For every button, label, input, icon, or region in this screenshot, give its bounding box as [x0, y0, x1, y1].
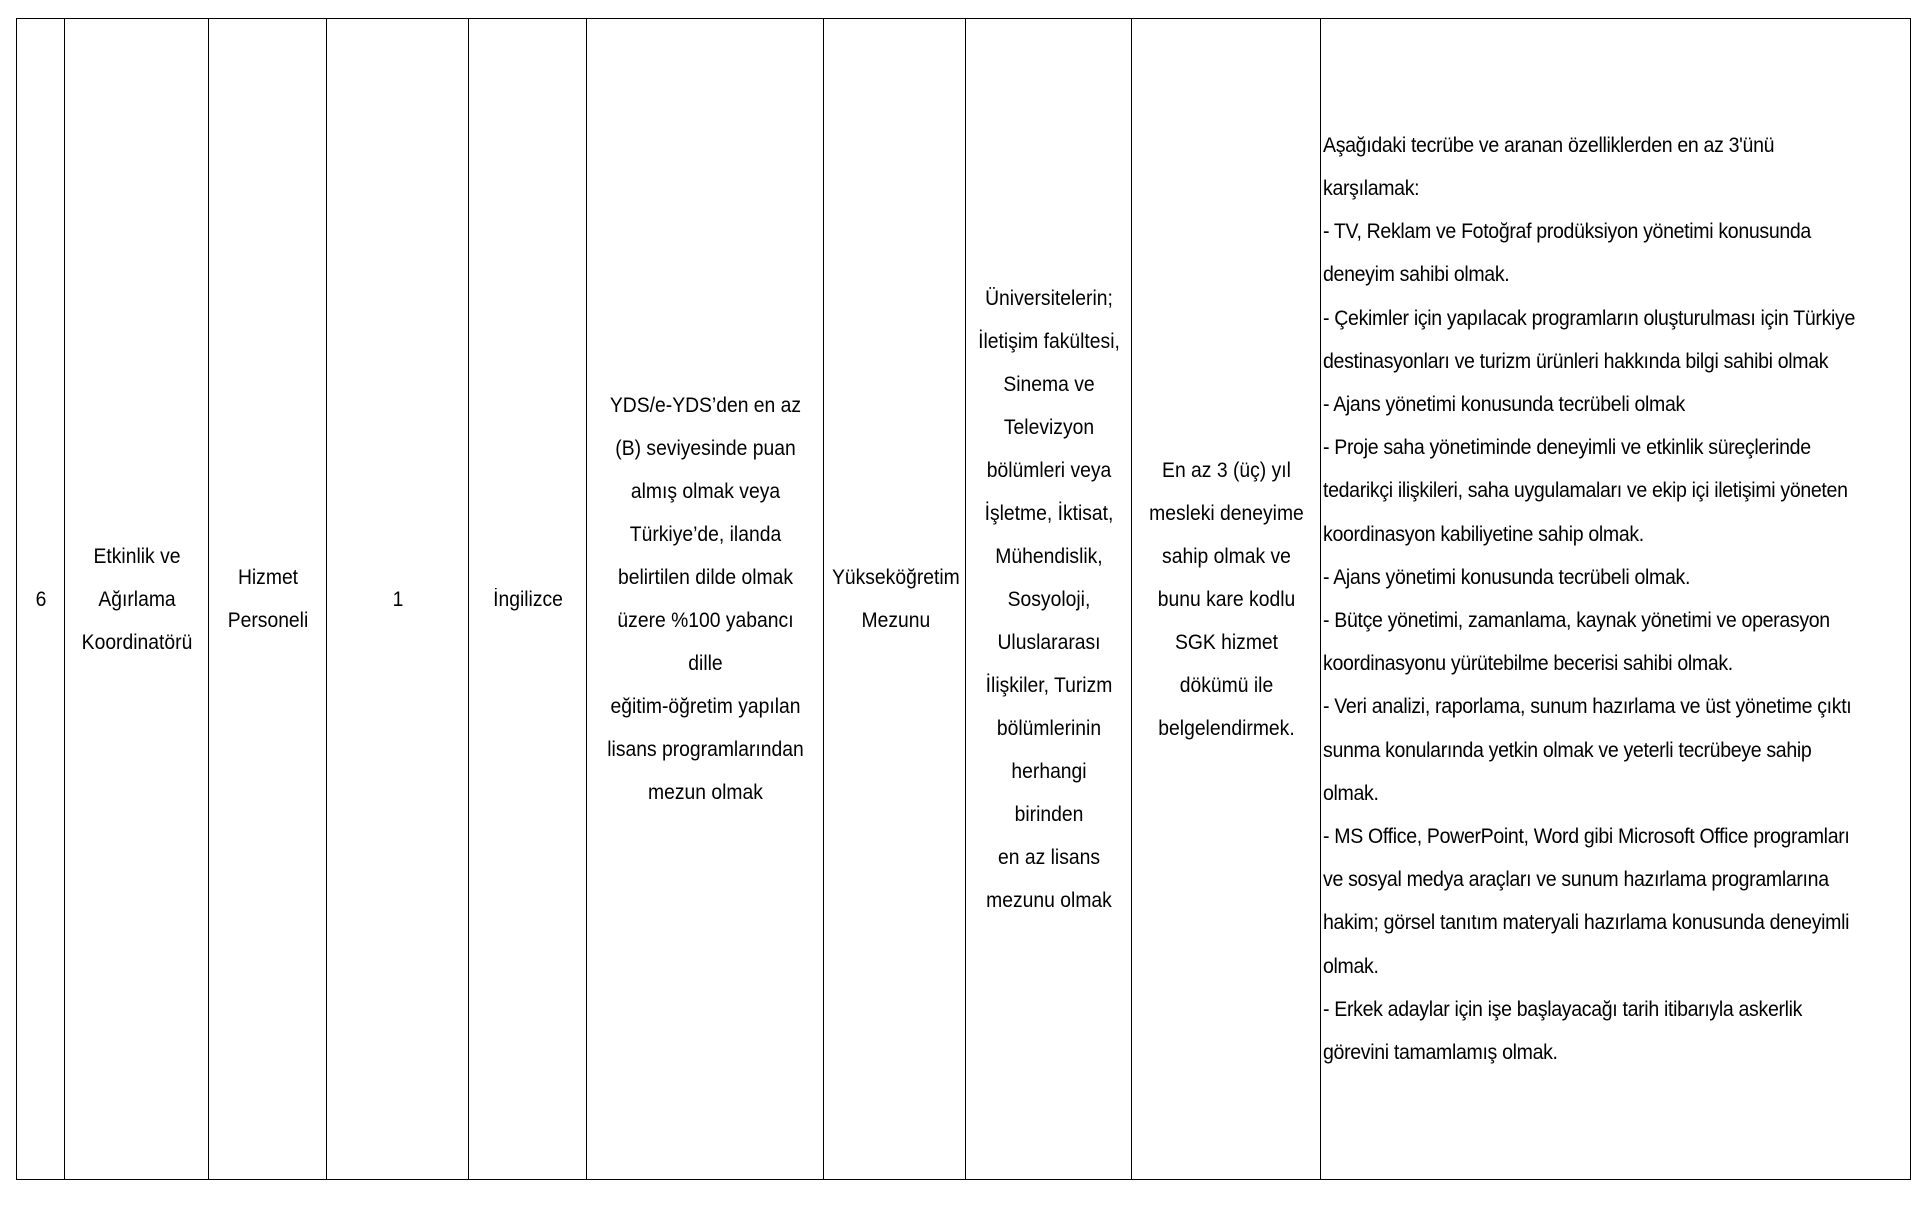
departments-cell	[972, 19, 1125, 1180]
row-number-cell	[18, 19, 62, 1180]
language-requirement: YDS/e-YDS’den en az (B) seviyesinde puan almış olmak veya Türkiye’de, ilanda belirtilen dilde olmak üzere %100 yabancı dille eğitim-öğretim yapılan lisans programlarından mezun olmak	[606, 394, 804, 804]
departments: Üniversitelerin; İletişim fakültesi, Sinema ve Televizyon bölümleri veya İşletme, İktisat, Mühendislik, Sosyoloji, Uluslararası İlişkiler, Turizm bölümlerinin herhangi birinden en az lisans mezunu olmak	[977, 286, 1120, 912]
position-count: 1	[392, 587, 403, 611]
language-requirement-cell	[596, 19, 814, 1180]
experience: En az 3 (üç) yıl mesleki deneyime sahip olmak ve bunu kare kodlu SGK hizmet dökümü ile belgelendirmek.	[1148, 458, 1304, 740]
position-title: Etkinlik ve Ağırlama Koordinatörü	[81, 544, 192, 654]
table-row	[17, 19, 1911, 1180]
language: İngilizce	[492, 587, 563, 611]
job-requirements-table	[16, 18, 1911, 1180]
staff-type: Hizmet Personeli	[227, 566, 308, 632]
experience-cell	[1139, 19, 1313, 1180]
language-cell	[473, 19, 582, 1180]
staff-type-cell	[213, 19, 322, 1180]
position-title-cell	[70, 19, 202, 1180]
education-level-cell	[829, 19, 960, 1180]
row-number: 6	[35, 587, 46, 611]
requirements-cell	[1321, 19, 1911, 1180]
education-level: Yükseköğretim Mezunu	[831, 566, 960, 632]
position-count-cell	[332, 19, 463, 1180]
requirements-text: Aşağıdaki tecrübe ve aranan özelliklerden en az 3'ünü karşılamak: - TV, Reklam ve Fotoğraf prodüksiyon yönetimi konusunda deneyim sahibi olmak. - Çekimler için yapılacak programların oluşturulması için Türkiye destinasyonları ve turizm ürünleri hakkında bilgi sahibi olmak - Ajans yönetimi konusunda tecrübeli olmak - Proje saha yönetiminde deneyimli ve etkinlik süreçlerinde tedarikçi ilişkileri, saha uygulamaları ve ekip içi iletişimi yöneten koordinasyon kabiliyetine sahip olmak. - Ajans yönetimi konusunda tecrübeli olmak. - Bütçe yönetimi, zamanlama, kaynak yönetimi ve operasyon koordinasyonu yürütebilme becerisi sahibi olmak. - Veri analizi, raporlama, sunum hazırlama ve üst yönetime çıktı sunma konularında yetkin olmak ve yeterli tecrübeye sahip olmak. - MS Office, PowerPoint, Word gibi Microsoft Office programları ve sosyal medya araçları ve sunum hazırlama programlarına hakim; görsel tanıtım materyali hazırlama konusunda deneyimli olmak. - Erkek adaylar için işe başlayacağı tarih itibarıyla askerlik görevini tamamlamış olmak.	[1323, 133, 1856, 1065]
